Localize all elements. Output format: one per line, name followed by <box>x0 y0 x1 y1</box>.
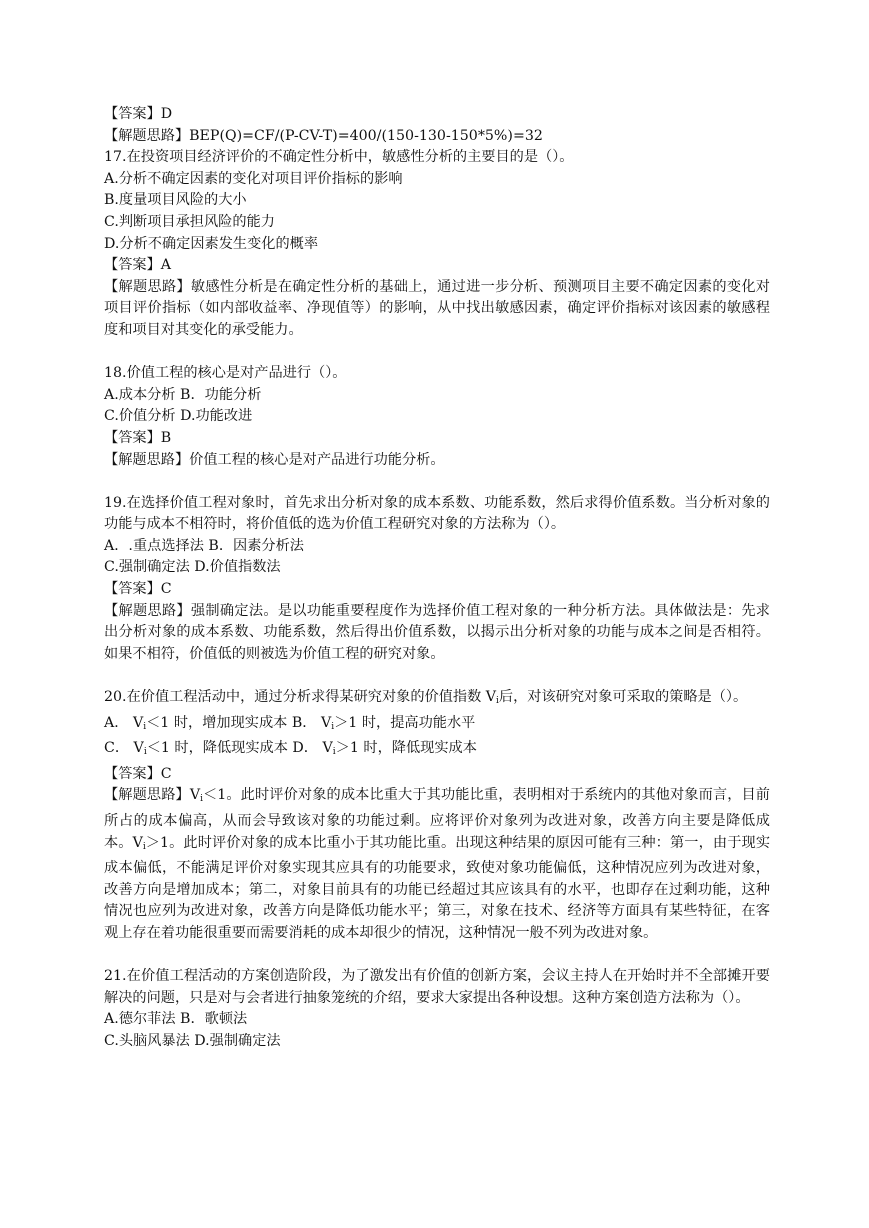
question-19: 19.在选择价值工程对象时，首先求出分析对象的成本系数、功能系数，然后求得价值系数。当分析对象的功能与成本不相符时，将价值低的选为价值工程研究对象的方法称为（）。 <box>104 494 770 533</box>
answer-18: 【答案】B <box>104 429 172 446</box>
option-20-cd <box>104 738 770 764</box>
option-17-d: D.分析不确定因素发生变化的概率 <box>104 235 319 252</box>
subscript-i: i <box>200 794 203 805</box>
question-18: 18.价值工程的核心是对产品进行（）。 <box>104 365 347 382</box>
subscript-i: i <box>142 841 146 852</box>
option-text: ＞1 时，提高功能水平 <box>334 714 476 731</box>
option-text: ＜1 时，降低现实成本 D． V <box>146 740 333 757</box>
option-19-ab: A．.重点选择法 B．因素分析法 <box>104 537 304 554</box>
answer-20: 【答案】C <box>104 765 172 782</box>
option-17-a: A.分析不确定因素的变化对项目评价指标的影响 <box>104 170 403 187</box>
question-20-text-2: 后，对该研究对象可采取的策略是（）。 <box>498 689 748 706</box>
option-text: A． V <box>104 714 144 731</box>
answer-19: 【答案】C <box>104 581 172 598</box>
question-20 <box>104 687 770 713</box>
question-17: 17.在投资项目经济评价的不确定性分析中，敏感性分析的主要目的是（）。 <box>104 149 574 166</box>
option-18-ab: A.成本分析 B．功能分析 <box>104 386 262 403</box>
subscript-i: i <box>143 721 147 732</box>
question-20-text-1: 20.在价值工程活动中，通过分析求得某研究对象的价值指数 V <box>104 689 497 706</box>
spacer <box>104 471 770 493</box>
option-19-cd: C.强制确定法 D.价值指数法 <box>104 559 281 576</box>
analysis-17: 【解题思路】敏感性分析是在确定性分析的基础上，通过进一步分析、预测项目主要不确定因素的变化对项目评价指标（如内部收益率、净现值等）的影响，从中找出敏感因素，确定评价指标对该因素的敏感程度和项目对其变化的承受能力。 <box>104 278 770 338</box>
question-21: 21.在价值工程活动的方案创造阶段，为了激发出有价值的创新方案，会议主持人在开始时并不全部摊开要解决的问题，只是对与会者进行抽象笼统的介绍，要求大家提出各种设想。这种方案创造方法称为（）。 <box>104 968 770 1006</box>
option-text: ＜1 时，增加现实成本 B． V <box>146 714 332 731</box>
option-17-c: C.判断项目承担风险的能力 <box>104 213 275 230</box>
subscript-i: i <box>332 747 336 758</box>
analysis-text: ＞1。此时评价对象的成本比重小于其功能比重。出现这种结果的原因可能有三种：第一，由于现实成本偏低，不能满足评价对象实现其应具有的功能要求，致使对象功能偏低，这种情况应列为改进对象，改善方向是增加成本；第二，对象目前具有的功能已经超过其应该具有的水平，也即存在过剩功能，这种情况也应列为改进对象，改善方向是降低功能水平；第三，对象在技术、经济等方面具有某些特征，在客观上存在着功能很重要而需要消耗的成本却很少的情况，这种情况一般不列为改进对象。 <box>104 834 771 941</box>
answer-16: 【答案】D <box>104 106 173 122</box>
option-text: ＞1 时，降低现实成本 <box>335 740 477 757</box>
option-18-cd: C.价值分析 D.功能改进 <box>104 408 253 425</box>
option-text: C． V <box>104 740 144 757</box>
answer-17: 【答案】A <box>104 257 171 274</box>
spacer <box>104 342 770 364</box>
option-17-b: B.度量项目风险的大小 <box>104 192 247 209</box>
document-page <box>104 104 770 1053</box>
option-21-cd: C.头脑风暴法 D.强制确定法 <box>104 1032 281 1049</box>
subscript-i: i <box>331 721 335 732</box>
analysis-text: ＜1。此时评价对象的成本比重大于其功能比重，表明相对于系统内的其他对象而言，目前所占的成本偏高，从而会导致该对象的功能过剩。应将评价对象列为改进对象，改善方向主要是降低成本。V <box>104 787 770 851</box>
spacer <box>104 945 770 967</box>
analysis-18: 【解题思路】价值工程的核心是对产品进行功能分析。 <box>104 451 445 468</box>
option-20-ab <box>104 713 770 739</box>
analysis-19: 【解题思路】强制确定法。是以功能重要程度作为选择价值工程对象的一种分析方法。具体做法是：先求出分析对象的成本系数、功能系数，然后得出价值系数，以揭示出分析对象的功能与成本之间是否相符。如果不相符，价值低的则被选为价值工程的研究对象。 <box>104 602 770 662</box>
spacer <box>104 665 770 687</box>
analysis-text: 【解题思路】V <box>104 787 201 804</box>
subscript-i: i <box>143 747 147 758</box>
analysis-20 <box>104 785 770 944</box>
analysis-16: 【解题思路】BEP(Q)=CF/(P-CV-T)=400/(150-130-150*5%)=32 <box>104 127 543 144</box>
option-21-ab: A.德尔菲法 B．歌顿法 <box>104 1011 248 1028</box>
subscript-i: i <box>496 696 499 707</box>
